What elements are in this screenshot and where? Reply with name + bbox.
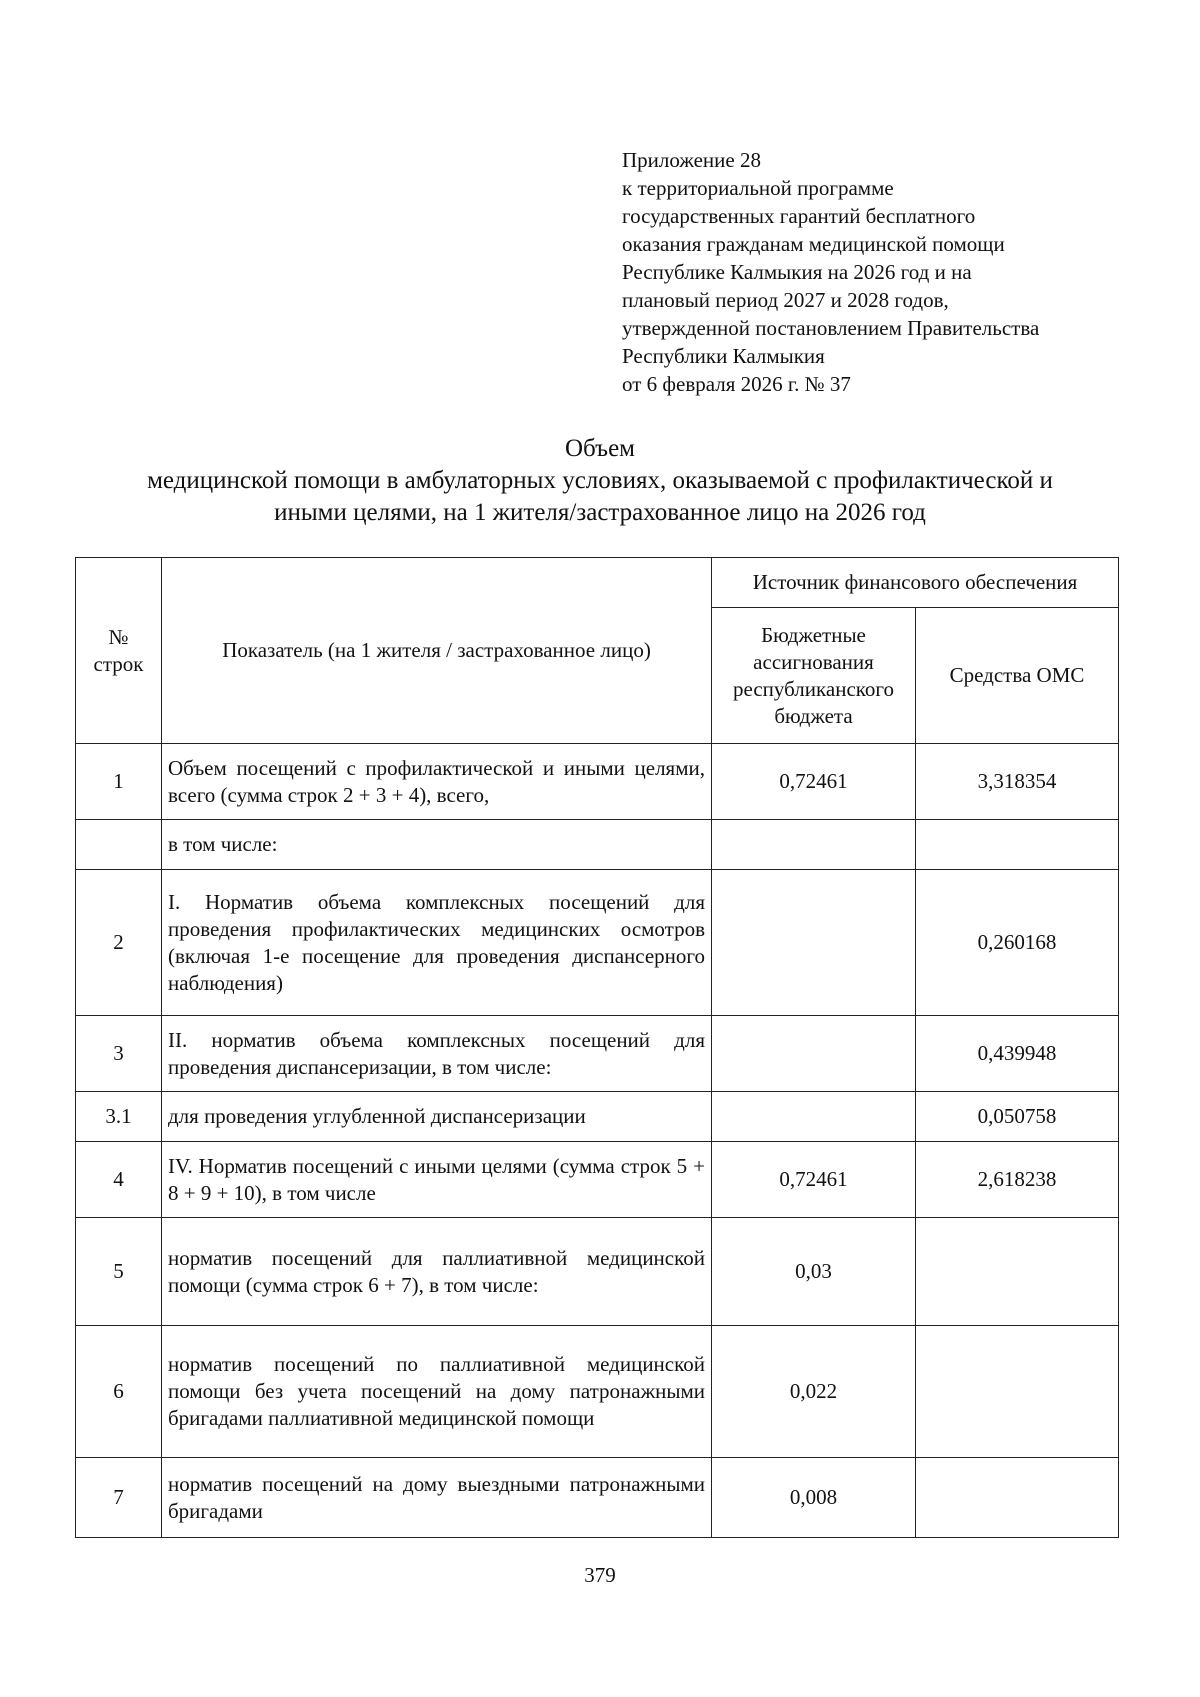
appendix-line: от 6 февраля 2026 г. № 37 bbox=[622, 372, 851, 396]
table-row bbox=[76, 870, 1119, 1016]
row-budget-value bbox=[712, 820, 916, 870]
appendix-line: Приложение 28 bbox=[622, 148, 761, 172]
row-budget-value: 0,72461 bbox=[712, 744, 916, 820]
header-funding-source: Источник финансового обеспечения bbox=[712, 558, 1119, 608]
page-number: 379 bbox=[584, 1563, 616, 1587]
row-indicator: норматив посещений для паллиативной медицинской помощи (сумма строк 6 + 7), в том числе: bbox=[162, 1218, 712, 1326]
table-row bbox=[76, 820, 1119, 870]
row-indicator: в том числе: bbox=[162, 820, 712, 870]
table-row bbox=[76, 1016, 1119, 1092]
row-budget-value bbox=[712, 1092, 916, 1142]
appendix-line: оказания гражданам медицинской помощи bbox=[622, 232, 1005, 256]
title-line-1: Объем bbox=[565, 435, 635, 462]
row-oms-value bbox=[916, 820, 1119, 870]
table-row bbox=[76, 1142, 1119, 1218]
row-number: 3 bbox=[76, 1016, 162, 1092]
row-budget-value: 0,008 bbox=[712, 1458, 916, 1538]
row-number: 3.1 bbox=[76, 1092, 162, 1142]
row-oms-value bbox=[916, 1218, 1119, 1326]
row-number: 6 bbox=[76, 1326, 162, 1458]
row-budget-value: 0,72461 bbox=[712, 1142, 916, 1218]
row-indicator: норматив посещений по паллиативной медицинской помощи без учета посещений на дому патронажными бригадами паллиативной медицинской помощи bbox=[162, 1326, 712, 1458]
row-oms-value bbox=[916, 1458, 1119, 1538]
appendix-line: государственных гарантий бесплатного bbox=[622, 204, 976, 228]
appendix-line: Республике Калмыкия на 2026 год и на bbox=[622, 260, 972, 284]
table-row bbox=[76, 1218, 1119, 1326]
appendix-line: к территориальной программе bbox=[622, 176, 894, 200]
row-oms-value: 0,050758 bbox=[916, 1092, 1119, 1142]
row-indicator: Объем посещений с профилактической и иными целями, всего (сумма строк 2 + 3 + 4), всего, bbox=[162, 744, 712, 820]
appendix-note bbox=[622, 146, 1142, 398]
row-number: 7 bbox=[76, 1458, 162, 1538]
table-row bbox=[76, 1458, 1119, 1538]
row-budget-value: 0,022 bbox=[712, 1326, 916, 1458]
row-number bbox=[76, 820, 162, 870]
row-indicator: IV. Норматив посещений с иными целями (сумма строк 5 + 8 + 9 + 10), в том числе bbox=[162, 1142, 712, 1218]
row-oms-value bbox=[916, 1326, 1119, 1458]
row-number: 1 bbox=[76, 744, 162, 820]
header-oms: Средства ОМС bbox=[916, 608, 1119, 744]
row-number: 4 bbox=[76, 1142, 162, 1218]
header-budget: Бюджетные ассигнования республиканского бюджета bbox=[712, 608, 916, 744]
row-indicator: для проведения углубленной диспансеризации bbox=[162, 1092, 712, 1142]
row-budget-value bbox=[712, 870, 916, 1016]
table-row bbox=[76, 1092, 1119, 1142]
volume-table bbox=[75, 557, 1119, 1538]
appendix-line: утвержденной постановлением Правительства bbox=[622, 316, 1040, 340]
table-row bbox=[76, 744, 1119, 820]
title-line-2: медицинской помощи в амбулаторных условиях, оказываемой с профилактической и bbox=[147, 467, 1053, 494]
row-oms-value: 0,439948 bbox=[916, 1016, 1119, 1092]
row-indicator: норматив посещений на дому выездными патронажными бригадами bbox=[162, 1458, 712, 1538]
appendix-line: Республики Калмыкия bbox=[622, 344, 825, 368]
table-header-row bbox=[76, 558, 1119, 608]
row-oms-value: 2,618238 bbox=[916, 1142, 1119, 1218]
header-row-number: № строк bbox=[76, 558, 162, 744]
header-indicator: Показатель (на 1 жителя / застрахованное лицо) bbox=[162, 558, 712, 744]
row-oms-value: 0,260168 bbox=[916, 870, 1119, 1016]
table-row bbox=[76, 1326, 1119, 1458]
document-title bbox=[60, 433, 1140, 529]
row-oms-value: 3,318354 bbox=[916, 744, 1119, 820]
row-indicator: II. норматив объема комплексных посещений для проведения диспансеризации, в том числе: bbox=[162, 1016, 712, 1092]
row-indicator: I. Норматив объема комплексных посещений для проведения профилактических медицинских осмотров (включая 1-е посещение для проведения диспансерного наблюдения) bbox=[162, 870, 712, 1016]
row-budget-value: 0,03 bbox=[712, 1218, 916, 1326]
row-number: 5 bbox=[76, 1218, 162, 1326]
row-budget-value bbox=[712, 1016, 916, 1092]
title-line-3: иными целями, на 1 жителя/застрахованное лицо на 2026 год bbox=[274, 499, 926, 526]
appendix-line: плановый период 2027 и 2028 годов, bbox=[622, 288, 949, 312]
row-number: 2 bbox=[76, 870, 162, 1016]
